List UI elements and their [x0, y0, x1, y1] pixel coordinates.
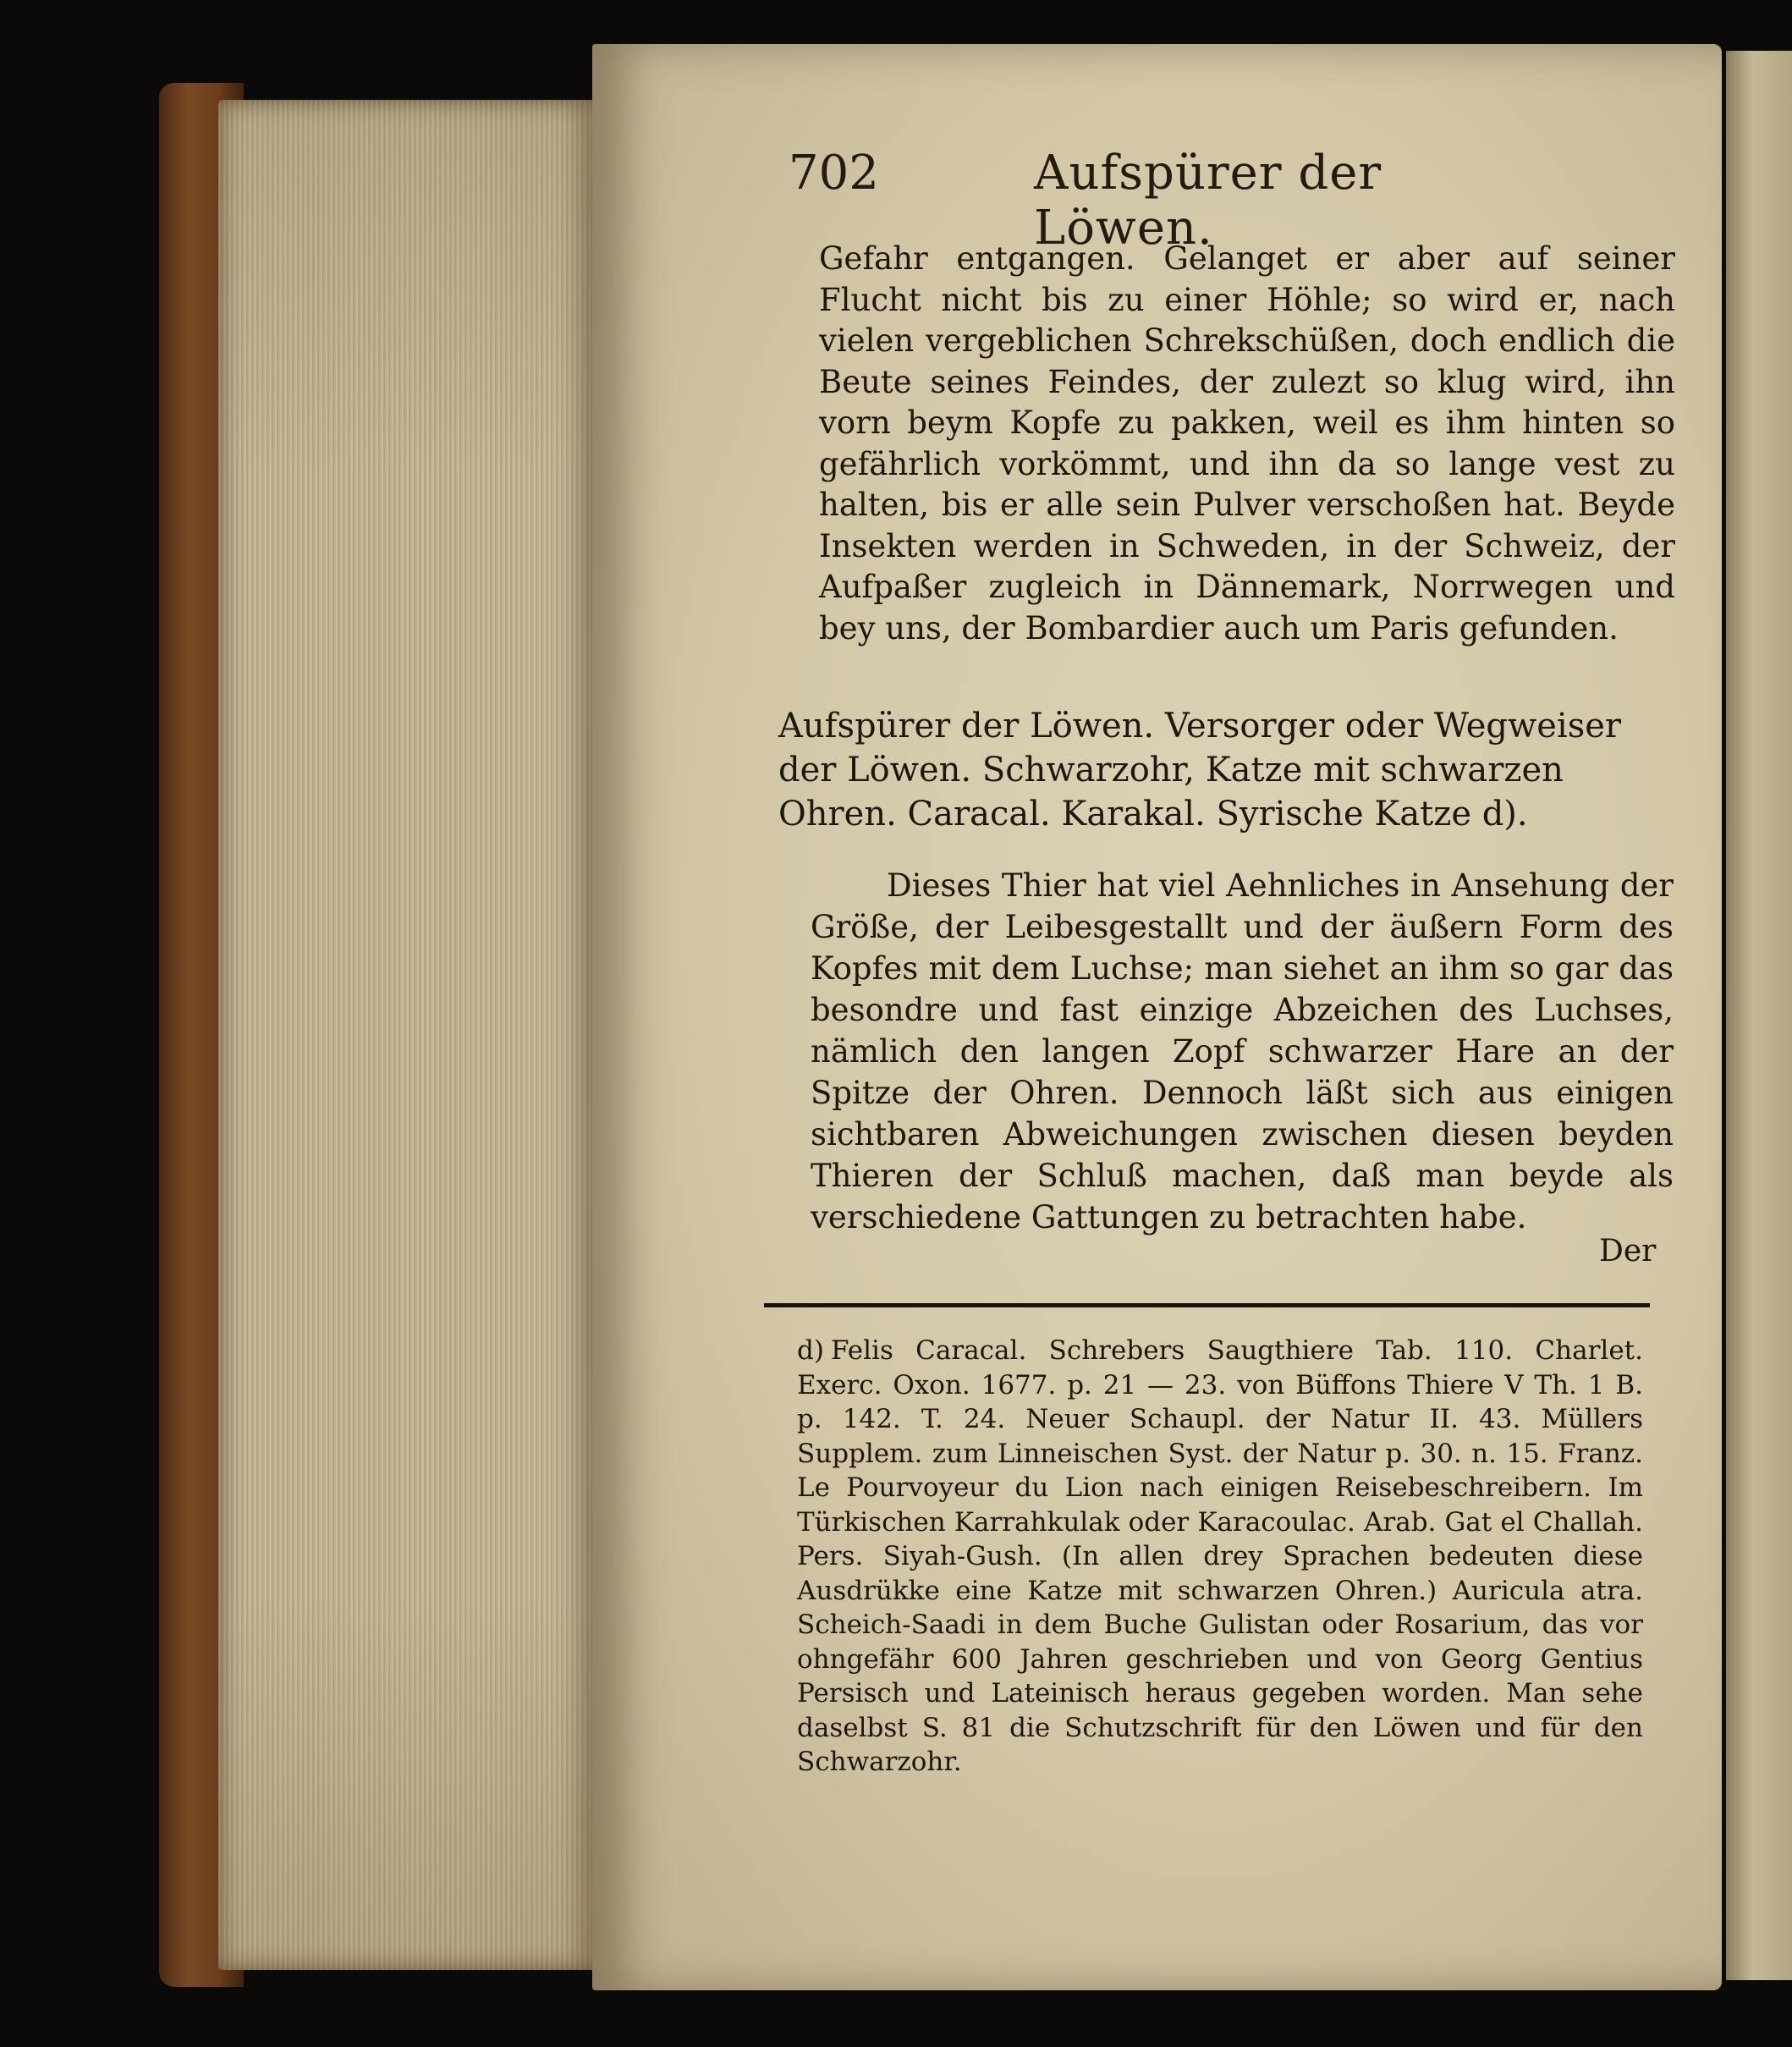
- paragraph-top: [819, 239, 1675, 649]
- running-head: Aufspürer der Löwen.: [1034, 146, 1382, 256]
- page-number: 702: [789, 146, 879, 201]
- footnote-text: Felis Caracal. Schrebers Saugthiere Tab. 110. Charlet. Exerc. Oxon. 1677. p. 21 — 23. von Büffons Thiere V Th. 1 B. p. 142. T. 24. Neuer Schaupl. der Natur II. 43. Müllers Supplem. zum Linneischen Syst. der Natur p. 30. n. 15. Franz. Le Pourvoyeur du Lion nach einigen Reisebeschreibern. Im Türkischen Karrahkulak oder Karacoulac. Arab. Gat el Challah. Pers. Siyah-Gush. (In allen drey Sprachen bedeuten diese Ausdrükke eine Katze mit schwarzen Ohren.) Auricula atra. Scheich-Saadi in dem Buche Gulistan oder Rosarium, das vor ohngefähr 600 Jahren geschrieben und von Georg Gentius Persisch und Lateinisch heraus gegeben worden. Man sehe daselbst S. 81 die Schutzschrift für den Löwen und für den Schwarzohr.: [797, 1335, 1643, 1777]
- page-header: [789, 146, 1508, 256]
- footnote-rule: [764, 1303, 1650, 1307]
- next-page-edge: [1726, 51, 1792, 1980]
- catchword: Der: [1599, 1234, 1657, 1268]
- footnote-paragraph: [797, 1334, 1643, 1780]
- footnote: [797, 1334, 1643, 1780]
- paragraph-top-text: Gefahr entgangen. Gelanget er aber auf seiner Flucht nicht bis zu einer Höhle; so wird er, nach vielen vergeblichen Schrekschüßen, doch endlich die Beute seines Feindes, der zulezt so klug wird, ihn vorn beym Kopfe zu pakken, weil es ihm hinten so gefährlich vorkömmt, und ihn da so lange vest zu halten, bis er alle sein Pulver verschoßen hat. Beyde Insekten werden in Schweden, in der Schweiz, der Aufpaßer zugleich in Dännemark, Norrwegen und bey uns, der Bombardier auch um Paris gefunden.: [819, 240, 1675, 647]
- footnote-marker: d): [797, 1335, 824, 1366]
- page-edges: [218, 100, 599, 1970]
- paragraph-main: [811, 865, 1674, 1238]
- section-heading-text: Aufspürer der Löwen. Versorger oder Wegweiser der Löwen. Schwarzohr, Katze mit schwarzen Ohren. Caracal. Karakal. Syrische Katze d).: [778, 707, 1622, 834]
- section-heading: [778, 704, 1675, 836]
- paragraph-main-text: Dieses Thier hat viel Aehnliches in Ansehung der Größe, der Leibesgestallt und der äußern Form des Kopfes mit dem Luchse; man siehet an ihm so gar das besondre und fast einzige Abzeichen des Luchses, nämlich den langen Zopf schwarzer Hare an der Spitze der Ohren. Dennoch läßt sich aus einigen sichtbaren Abweichungen zwischen diesen beyden Thieren der Schluß machen, daß man beyde als verschiedene Gattungen zu betrachten habe.: [811, 867, 1674, 1235]
